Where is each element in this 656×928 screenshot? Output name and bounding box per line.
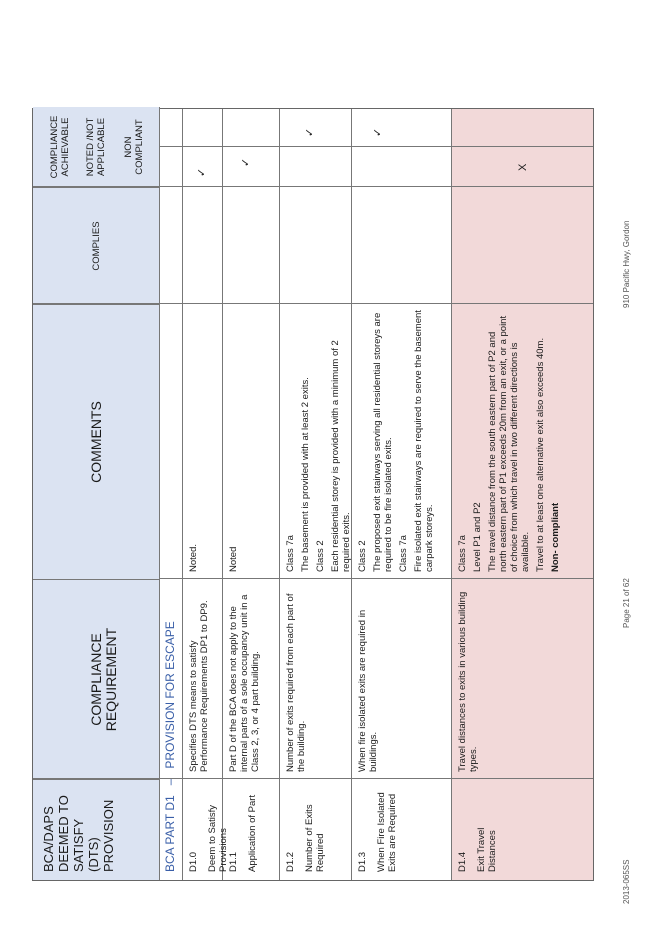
comment-line: The proposed exit stairways serving all residential storeys are required to be fire isolated exits.	[372, 312, 394, 572]
row-code: D1.0	[188, 851, 199, 872]
row-d1-3-provision	[357, 784, 406, 872]
row-d1-2-requirement	[285, 584, 315, 772]
row-divider-2	[279, 109, 280, 880]
section-row	[165, 621, 176, 872]
comment-line: Noted	[228, 546, 239, 572]
row-divider-section	[182, 109, 183, 880]
comment-line: Fire isolated exit stairways are required to serve the basement carpark storeys.	[413, 310, 435, 572]
comment-line: Travel to at least one alternative exit also exceeds 40m.	[535, 337, 546, 572]
row-d1-0-requirement	[188, 584, 218, 772]
comment-line: Each residential storey is provided with a minimum of 2 required exits.	[330, 340, 352, 572]
row-d1-2-provision	[285, 784, 334, 872]
row-d1-3-requirement	[357, 584, 387, 772]
row-d1-4-comments	[457, 310, 569, 572]
col-divider-5	[160, 146, 593, 147]
comment-line: Level P1 and P2	[472, 502, 483, 572]
col-divider-4	[33, 186, 593, 187]
comment-line: Noted.	[188, 544, 199, 572]
row-d1-1-requirement	[228, 584, 269, 772]
header-col3	[33, 304, 160, 579]
x-mark-icon: X	[517, 163, 529, 171]
row-requirement: Part D of the BCA does not apply to the internal parts of a sole occupancy unit in a Class 2, 3, or 4 part building.	[228, 594, 261, 772]
footer-address: 910 Pacific Hwy, Gordon	[622, 220, 631, 308]
comment-line: Class 7a	[285, 535, 296, 572]
row-name: Application of Part	[247, 794, 258, 872]
comment-line: Class 7a	[398, 535, 409, 572]
header-comments: COMMENTS	[88, 401, 104, 483]
comment-line: Class 2	[315, 540, 326, 572]
row-requirement: When fire isolated exits are required in buildings.	[357, 609, 379, 772]
comment-line: The basement is provided with at least 2 exits.	[300, 377, 311, 572]
row-d1-4-requirement	[457, 584, 487, 772]
comment-line: Class 7a	[457, 535, 468, 572]
row-requirement: Specifies DTS means to satisfy Performance Requirements DP1 to DP9.	[188, 600, 210, 772]
header-complies: COMPLIES	[91, 221, 102, 271]
row-name: Exit Travel Distances	[476, 827, 498, 872]
check-icon: ✓	[304, 127, 316, 137]
header-provision: BCA/DAPS DEEMED TO SATISFY (DTS) PROVISION	[41, 795, 116, 872]
check-icon: ✓	[372, 127, 384, 137]
col-divider-2	[160, 578, 593, 579]
row-name: Deem to Satisfy Provisions	[207, 804, 229, 872]
header-col1	[33, 779, 160, 880]
header-col2	[33, 579, 160, 779]
row-code: D1.1	[228, 851, 239, 872]
row-code: D1.3	[357, 851, 368, 872]
footer-doc-ref: 2013-065SS	[622, 859, 631, 904]
row-d1-1-provision	[228, 784, 266, 872]
comment-line: Class 2	[357, 540, 368, 572]
row-divider-4	[451, 109, 452, 880]
header-col5	[33, 107, 160, 187]
row-d1-1-comments	[228, 310, 247, 572]
row-divider-1	[222, 109, 223, 880]
row-requirement: Travel distances to exits in various building types.	[457, 591, 479, 772]
check-icon: ✓	[196, 167, 208, 177]
header-requirement: COMPLIANCE REQUIREMENT	[88, 627, 119, 732]
header-compliance-achievable: COMPLIANCE ACHIEVABLE	[49, 115, 71, 179]
col-divider-1	[33, 778, 593, 779]
header-noted-not-applicable: NOTED /NOT APPLICABLE	[85, 117, 107, 177]
comment-line: The travel distance from the south eastern part of P2 and north eastern part of P1 exceeds 20m from an exit, or a point of choice from which travel in two different directions is available.	[487, 315, 531, 572]
row-name: Number of Exits Required	[304, 804, 326, 872]
row-name: When Fire Isolated Exits are Required	[376, 792, 398, 872]
check-icon: ✓	[240, 157, 252, 167]
header-col4	[33, 187, 160, 304]
row-code: D1.4	[457, 851, 468, 872]
row-requirement: Number of exits required from each part of the building.	[285, 593, 307, 772]
row-d1-4-provision	[457, 784, 506, 872]
header-non-compliant: NON COMPLIANT	[123, 119, 145, 175]
comment-noncompliant: Non- compliant	[550, 502, 561, 572]
col-divider-3	[33, 303, 593, 304]
section-label: BCA PART D1	[163, 795, 177, 872]
row-code: D1.2	[285, 851, 296, 872]
section-dash: –	[163, 778, 177, 786]
compliance-table	[32, 108, 594, 881]
row-d1-0-comments	[188, 310, 207, 572]
row-d1-2-comments	[285, 310, 360, 572]
row-d1-3-comments	[357, 310, 443, 572]
section-title: PROVISION FOR ESCAPE	[163, 621, 177, 769]
footer-page-number: Page 21 of 62	[622, 578, 631, 628]
